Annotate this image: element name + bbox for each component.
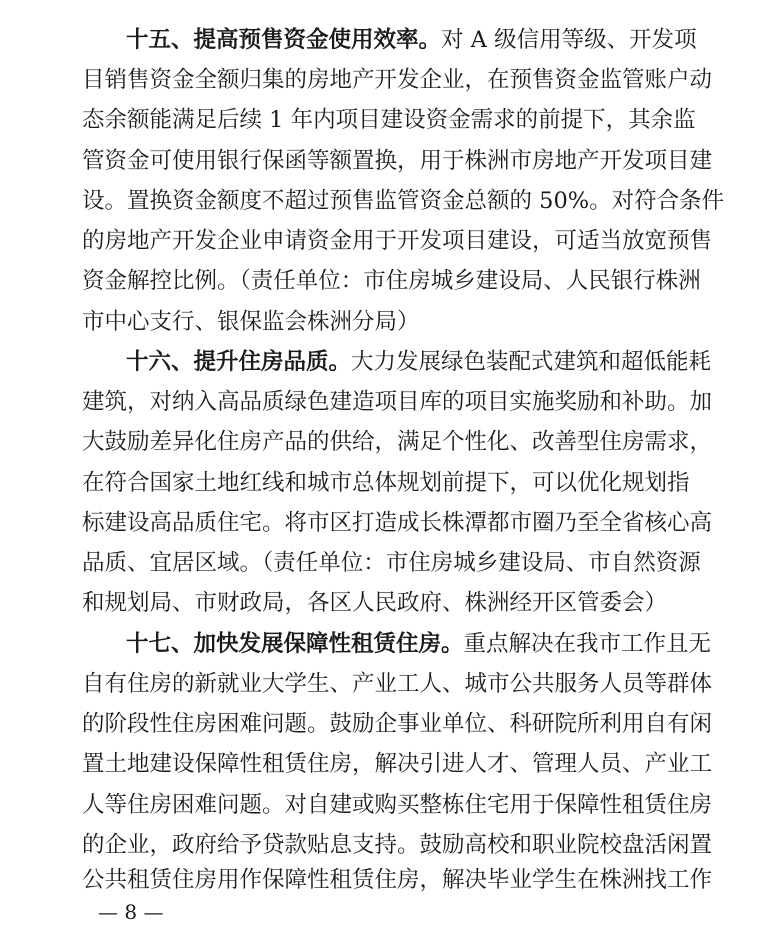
paragraph-text: 重点解决在我市工作且无 — [463, 631, 712, 657]
paragraph-line: 资金解控比例。（责任单位：市住房城乡建设局、人民银行株洲 — [82, 268, 701, 294]
paragraph-line: 市中心支行、银保监会株洲分局） — [82, 309, 420, 335]
paragraph-line: 大鼓励差异化住房产品的供给，满足个性化、改善型住房需求， — [82, 429, 713, 455]
paragraph-line: 态余额能满足后续 1 年内项目建设资金需求的前提下，其余监 — [82, 107, 696, 133]
page-number: — 8 — — [98, 900, 164, 924]
paragraph-text: 大力发展绿色装配式建筑和超低能耗 — [351, 349, 712, 375]
paragraph-line — [126, 20, 697, 60]
section-heading: 十五、提高预售资金使用效率。 — [126, 27, 442, 53]
paragraph-line: 的企业，政府给予贷款贴息支持。鼓励高校和职业院校盘活闲置 — [82, 832, 713, 858]
paragraph-line: 的房地产开发企业申请资金用于开发项目建设，可适当放宽预售 — [82, 228, 713, 254]
paragraph-text: 对 A 级信用等级、开发项 — [441, 27, 697, 53]
paragraph-line: 目销售资金全额归集的房地产开发企业，在预售资金监管账户动 — [82, 67, 713, 93]
paragraph-line — [126, 342, 712, 382]
paragraph-line: 标建设高品质住宅。将市区打造成长株潭都市圈乃至全省核心高 — [82, 510, 713, 536]
paragraph-line: 建筑，对纳入高品质绿色建造项目库的项目实施奖励和补助。加 — [82, 389, 713, 415]
paragraph-line: 自有住房的新就业大学生、产业工人、城市公共服务人员等群体 — [82, 671, 713, 697]
paragraph-line: 的阶段性住房困难问题。鼓励企事业单位、科研院所利用自有闲 — [82, 711, 713, 737]
paragraph-line: 管资金可使用银行保函等额置换，用于株洲市房地产开发项目建 — [82, 148, 713, 174]
paragraph-line: 人等住房困难问题。对自建或购买整栋住宅用于保障性租赁住房 — [82, 792, 713, 818]
paragraph-line: 在符合国家土地红线和城市总体规划前提下，可以优化规划指 — [82, 470, 690, 496]
paragraph-line — [126, 624, 712, 664]
paragraph-line: 公共租赁住房用作保障性租赁住房，解决毕业学生在株洲找工作 — [82, 867, 713, 893]
section-heading: 十六、提升住房品质。 — [126, 349, 352, 375]
paragraph-line: 品质、宜居区域。（责任单位：市住房城乡建设局、市自然资源 — [82, 550, 701, 576]
section-heading: 十七、加快发展保障性租赁住房。 — [126, 631, 464, 657]
paragraph-line: 设。置换资金额度不超过预售监管资金总额的 50%。对符合条件 — [82, 188, 725, 214]
paragraph-line: 置土地建设保障性租赁住房，解决引进人才、管理人员、产业工 — [82, 751, 713, 777]
paragraph-line: 和规划局、市财政局，各区人民政府、株洲经开区管委会） — [82, 590, 668, 616]
